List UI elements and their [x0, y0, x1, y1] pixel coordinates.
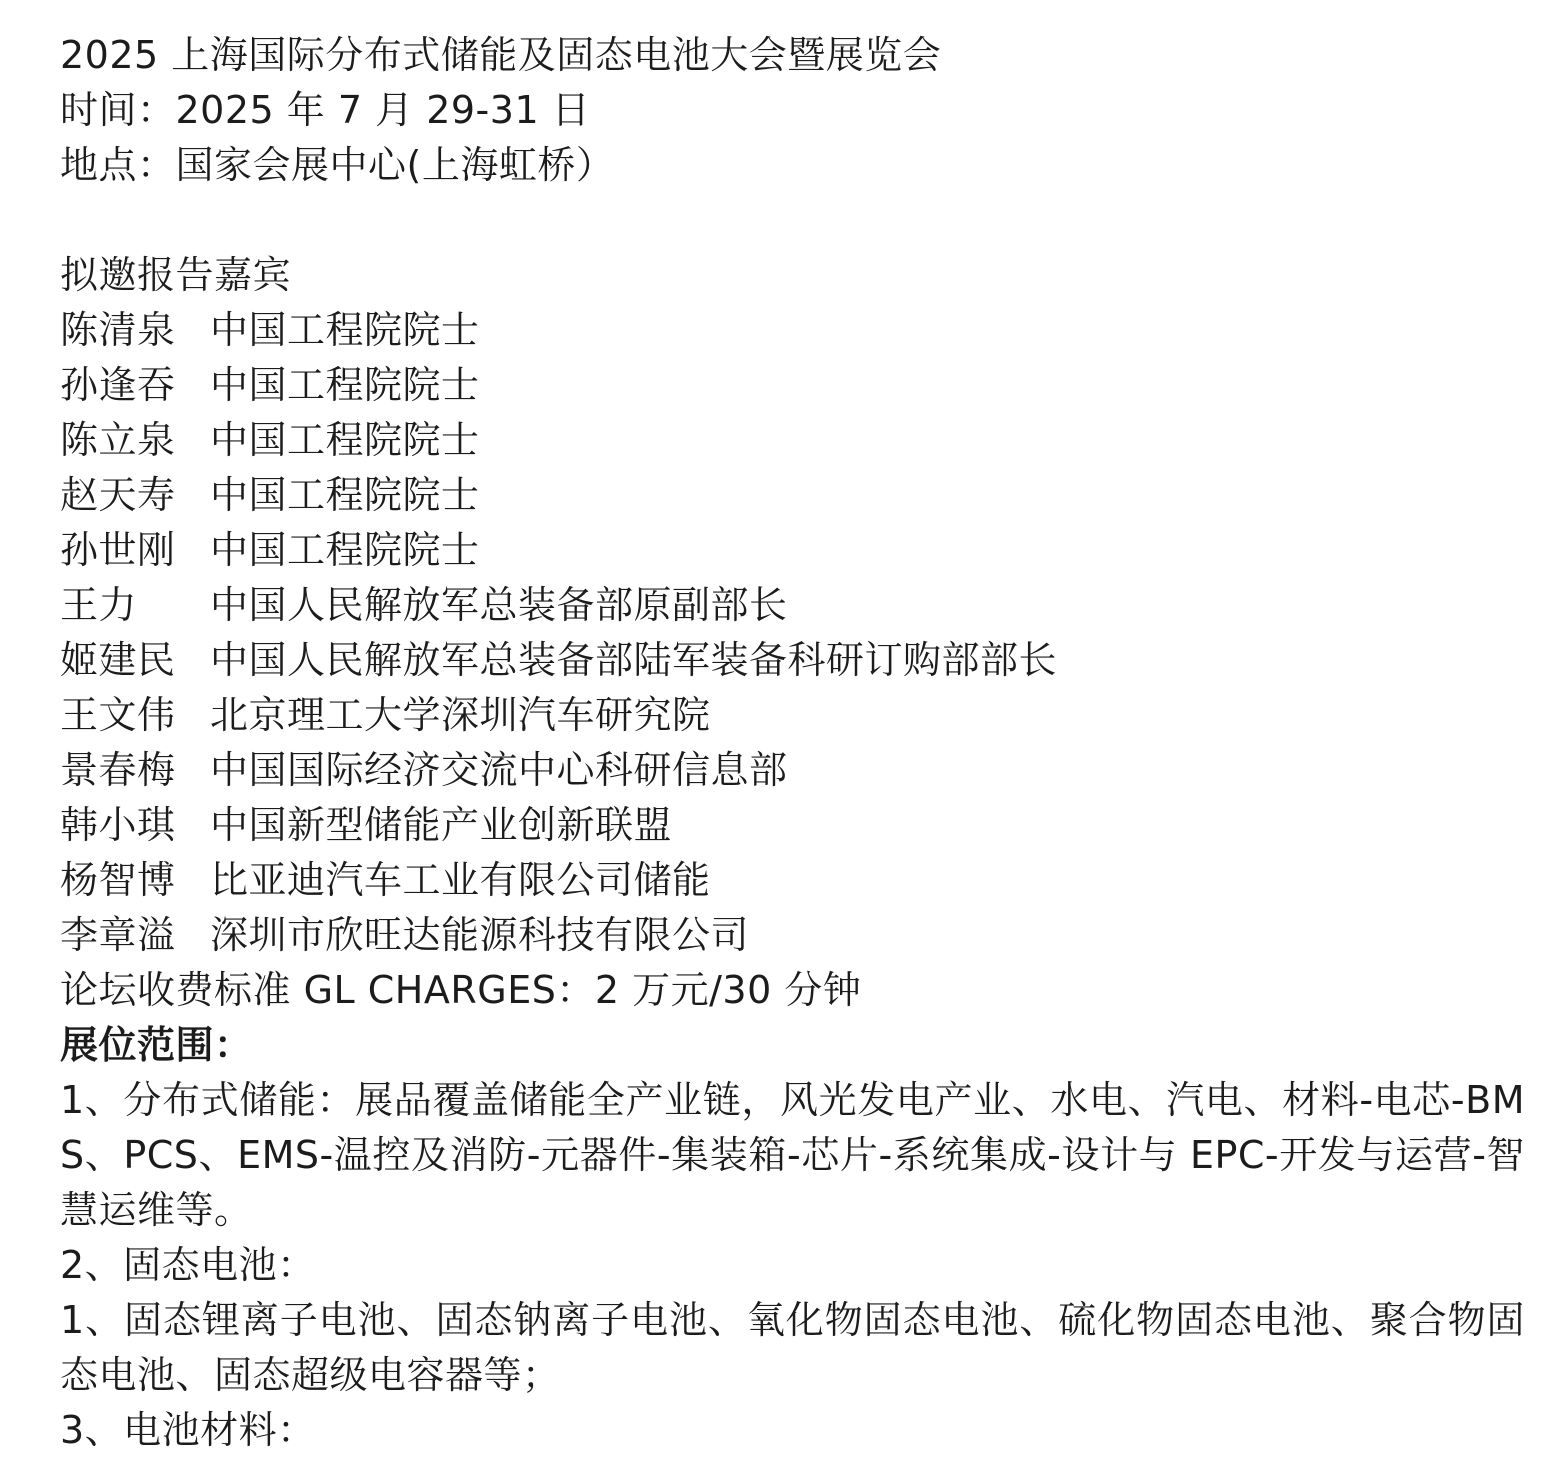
- event-title: 2025 上海国际分布式储能及固态电池大会暨展览会: [60, 33, 942, 77]
- guest-name: 杨智博: [60, 858, 176, 902]
- scope-item-2-heading: 2、固态电池：: [60, 1243, 316, 1287]
- guest-title: 中国工程院院士: [210, 528, 480, 572]
- guest-row: [60, 413, 1525, 468]
- guest-name: 赵天寿: [60, 473, 176, 517]
- guest-name: 孙世刚: [60, 528, 176, 572]
- guest-row: [60, 853, 1525, 908]
- guest-row: [60, 358, 1525, 413]
- forum-fee: 论坛收费标准 GL CHARGES：2 万元/30 分钟: [60, 968, 862, 1012]
- guest-title: 北京理工大学深圳汽车研究院: [210, 693, 711, 737]
- guest-name: 陈清泉: [60, 308, 176, 352]
- guest-name: 王文伟: [60, 693, 176, 737]
- guests-heading: 拟邀报告嘉宾: [60, 253, 292, 297]
- guest-name: 韩小琪: [60, 803, 176, 847]
- guest-name: 姬建民: [60, 638, 176, 682]
- guest-row: [60, 578, 1525, 633]
- scope-heading: 展位范围：: [60, 1023, 253, 1067]
- guest-row: [60, 633, 1525, 688]
- guest-row: [60, 523, 1525, 578]
- guest-name: 孙逢吞: [60, 363, 176, 407]
- guest-title: 中国新型储能产业创新联盟: [210, 803, 673, 847]
- guest-row: [60, 468, 1525, 523]
- guest-row: [60, 303, 1525, 358]
- scope-item-2-sub-1: 1、固态锂离子电池、固态钠离子电池、氧化物固态电池、硫化物固态电池、聚合物固态电池、固态超级电容器等；: [60, 1298, 1525, 1397]
- guest-name: 李章溢: [60, 913, 176, 957]
- event-venue: 地点：国家会展中心(上海虹桥）: [60, 143, 615, 187]
- guest-name: 陈立泉: [60, 418, 176, 462]
- guest-title: 比亚迪汽车工业有限公司储能: [210, 858, 711, 902]
- guest-name: 王力: [60, 583, 138, 627]
- guest-title: 中国人民解放军总装备部陆军装备科研订购部部长: [210, 638, 1058, 682]
- spacer: [60, 193, 1525, 248]
- guest-title: 中国国际经济交流中心科研信息部: [210, 748, 788, 792]
- guest-title: 中国工程院院士: [210, 418, 480, 462]
- guest-row: [60, 798, 1525, 853]
- guest-name: 景春梅: [60, 748, 176, 792]
- guest-title: 深圳市欣旺达能源科技有限公司: [210, 913, 750, 957]
- event-time: 时间：2025 年 7 月 29-31 日: [60, 88, 591, 132]
- document-body: [60, 28, 1525, 1458]
- guest-row: [60, 688, 1525, 743]
- guest-title: 中国工程院院士: [210, 473, 480, 517]
- guest-title: 中国工程院院士: [210, 308, 480, 352]
- guest-row: [60, 908, 1525, 963]
- guest-title: 中国人民解放军总装备部原副部长: [210, 583, 788, 627]
- scope-item-3-heading: 3、电池材料：: [60, 1408, 316, 1452]
- guest-row: [60, 743, 1525, 798]
- scope-item-1: 1、分布式储能：展品覆盖储能全产业链，风光发电产业、水电、汽电、材料-电芯-BMS、PCS、EMS-温控及消防-元器件-集装箱-芯片-系统集成-设计与 EPC-开发与运营-智慧运维等。: [60, 1078, 1525, 1232]
- guest-title: 中国工程院院士: [210, 363, 480, 407]
